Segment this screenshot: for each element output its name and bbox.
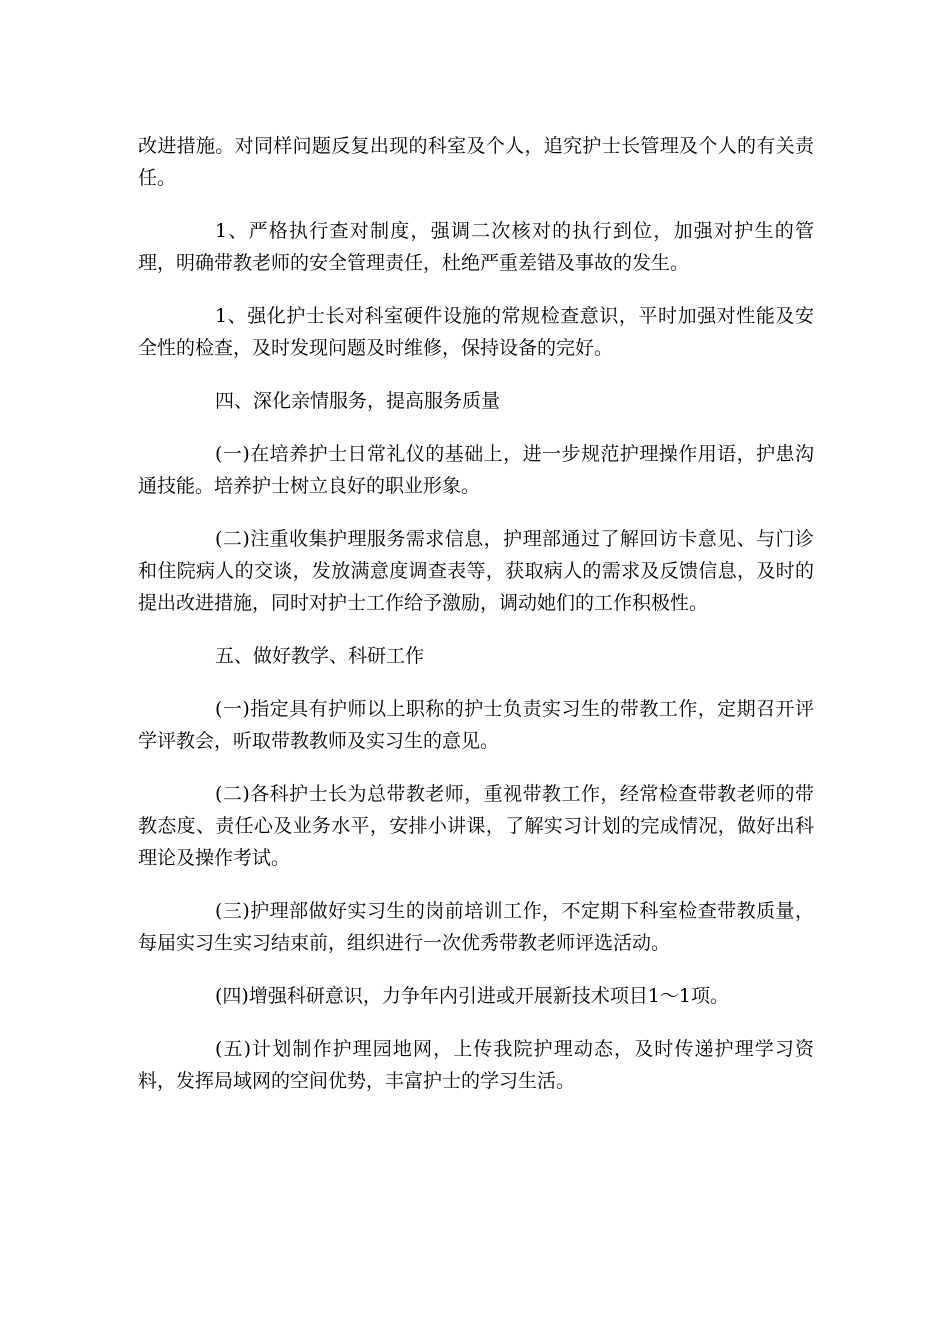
paragraph-continuation: 改进措施。对同样问题反复出现的科室及个人，追究护士长管理及个人的有关责任。 <box>138 135 814 189</box>
section-heading: 四、深化亲情服务，提高服务质量 <box>215 390 501 412</box>
document-body <box>138 130 814 1118</box>
paragraph-item: (五)计划制作护理园地网，上传我院护理动态，及时传递护理学习资料，发挥局域网的空间优势，丰富护士的学习生活。 <box>138 1038 814 1092</box>
paragraph-item: 1、严格执行查对制度，强调二次核对的执行到位，加强对护生的管理，明确带教老师的安全管理责任，杜绝严重差错及事故的发生。 <box>138 220 814 274</box>
paragraph-item: (二)各科护士长为总带教老师，重视带教工作，经常检查带教老师的带教态度、责任心及业务水平，安排小讲课，了解实习计划的完成情况，做好出科理论及操作考试。 <box>138 783 814 869</box>
paragraph-item: (三)护理部做好实习生的岗前培训工作，不定期下科室检查带教质量，每届实习生实习结束前，组织进行一次优秀带教老师评选活动。 <box>138 900 814 954</box>
paragraph-item: (四)增强科研意识，力争年内引进或开展新技术项目1～1项。 <box>215 985 730 1007</box>
paragraph-item: (一)在培养护士日常礼仪的基础上，进一步规范护理操作用语，护患沟通技能。培养护士树立良好的职业形象。 <box>138 443 814 497</box>
paragraph-item: (一)指定具有护师以上职称的护士负责实习生的带教工作，定期召开评学评教会，听取带教教师及实习生的意见。 <box>138 698 814 752</box>
section-heading: 五、做好教学、科研工作 <box>215 645 425 667</box>
paragraph-item: (二)注重收集护理服务需求信息，护理部通过了解回访卡意见、与门诊和住院病人的交谈，发放满意度调查表等，获取病人的需求及反馈信息，及时的提出改进措施，同时对护士工作给予激励，调动她们的工作积极性。 <box>138 528 814 614</box>
paragraph-item: 1、强化护士长对科室硬件设施的常规检查意识，平时加强对性能及安全性的检查，及时发现问题及时维修，保持设备的完好。 <box>138 305 814 359</box>
